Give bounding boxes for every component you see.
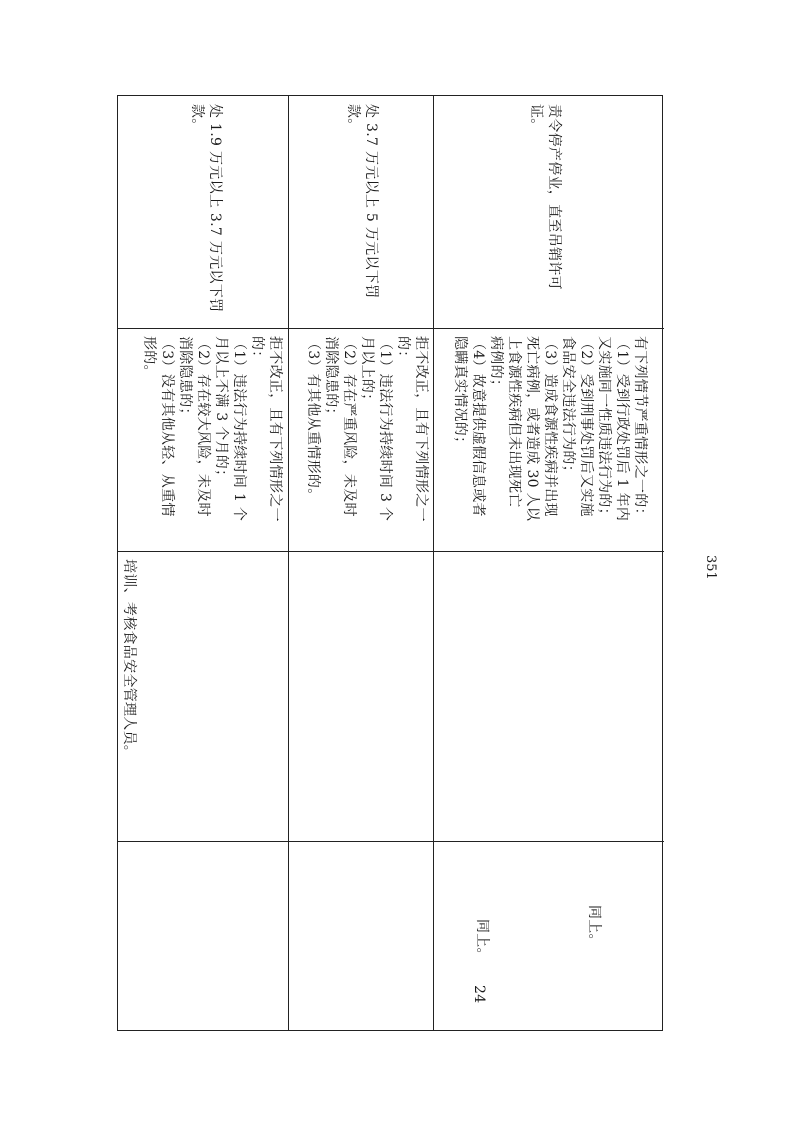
circumstance-line: 隐瞒真实情况的；: [452, 336, 468, 451]
circumstance-line: 有下列情节严重情形之一的：: [632, 336, 648, 522]
row-number: [470, 985, 488, 1003]
row-c-target-cell: [433, 551, 663, 948]
circumstance-line: （2）存在严重风险，未及时: [341, 336, 357, 517]
circumstance-line: 病例的；: [488, 336, 504, 394]
circumstance-line: （3）没有其他从轻、从重情: [159, 336, 175, 517]
penalty-line: 款。: [189, 104, 205, 133]
circumstance-line: 死亡病例，或者造成 30 人以: [524, 336, 540, 522]
row-b-penalty: [344, 104, 380, 298]
penalty-line: 处 1.9 万元以上 3.7 万元以下罚: [207, 104, 223, 313]
row-b-target-cell: [288, 551, 433, 841]
circumstance-line: 食品安全违法行为的；: [560, 336, 576, 479]
row-c-circumstance: [451, 336, 649, 522]
circumstance-line: 的：: [249, 336, 265, 365]
row-c-circumstance-cell: [433, 328, 663, 551]
penalty-line: 责令停产停业，直至吊销许可: [546, 104, 562, 290]
page-number: 351: [703, 555, 718, 580]
target-line: 同上。: [586, 905, 602, 948]
circumstance-line: （3）造成食源性疾病并出现: [542, 336, 558, 517]
penalty-line: 处 3.7 万元以上 5 万元以下罚: [363, 104, 379, 299]
circumstance-line: （4）故意提供虚假信息或者: [470, 336, 486, 517]
row-c-item-cell: [433, 841, 663, 1031]
circumstance-line: 消除隐患的；: [323, 336, 339, 422]
circumstance-line: （2）受到刑事处罚后又实施: [578, 336, 594, 517]
circumstance-line: （1）违法行为持续时间 3 个: [377, 336, 393, 522]
circumstance-line: 拒不改正，且有下列情形之一: [267, 336, 283, 522]
row-b-circumstance: [304, 336, 430, 522]
row-a-circumstance: [140, 336, 284, 522]
row-c-penalty: [527, 104, 563, 290]
row-b-circumstance-cell: [288, 328, 433, 551]
penalty-table: [117, 95, 663, 1031]
circumstance-line: 月以上的；: [359, 336, 375, 408]
circumstance-line: 形的。: [141, 336, 157, 379]
row-c-penalty-cell: [433, 96, 663, 328]
circumstance-line: 拒不改正，且有下列情形之一: [413, 336, 429, 522]
row-b-penalty-cell: [288, 96, 433, 328]
circumstance-line: 又实施同一性质违法行为的；: [596, 336, 612, 522]
row-a-target: [120, 559, 138, 759]
circumstance-line: 月以上不满 3 个月的；: [213, 336, 229, 484]
penalty-line: 证。: [528, 104, 544, 133]
circumstance-line: （3）有其他从重情形的。: [305, 336, 321, 503]
penalty-line: 款。: [345, 104, 361, 133]
circumstance-line: 消除隐患的；: [177, 336, 193, 422]
row-a-penalty: [188, 104, 224, 312]
target-line: 培训、考核食品安全管理人员。: [121, 559, 137, 760]
row-a-target-cell: [118, 551, 288, 841]
circumstance-line: 的：: [395, 336, 411, 365]
row-c-item: [473, 919, 491, 962]
row-b-item-cell: [288, 841, 433, 1031]
circumstance-line: （1）违法行为持续时间 1 个: [231, 336, 247, 522]
row-a-item-cell: [118, 841, 288, 1031]
circumstance-line: 上食源性疾病但未出现死亡: [506, 336, 522, 508]
row-a-circumstance-cell: [118, 328, 288, 551]
row-number-text: 24: [471, 985, 487, 1004]
row-a-penalty-cell: [118, 96, 288, 328]
item-line: 同上。: [474, 919, 490, 962]
circumstance-line: （2）存在较大风险，未及时: [195, 336, 211, 517]
circumstance-line: （1）受到行政处罚后 1 年内: [614, 336, 630, 522]
